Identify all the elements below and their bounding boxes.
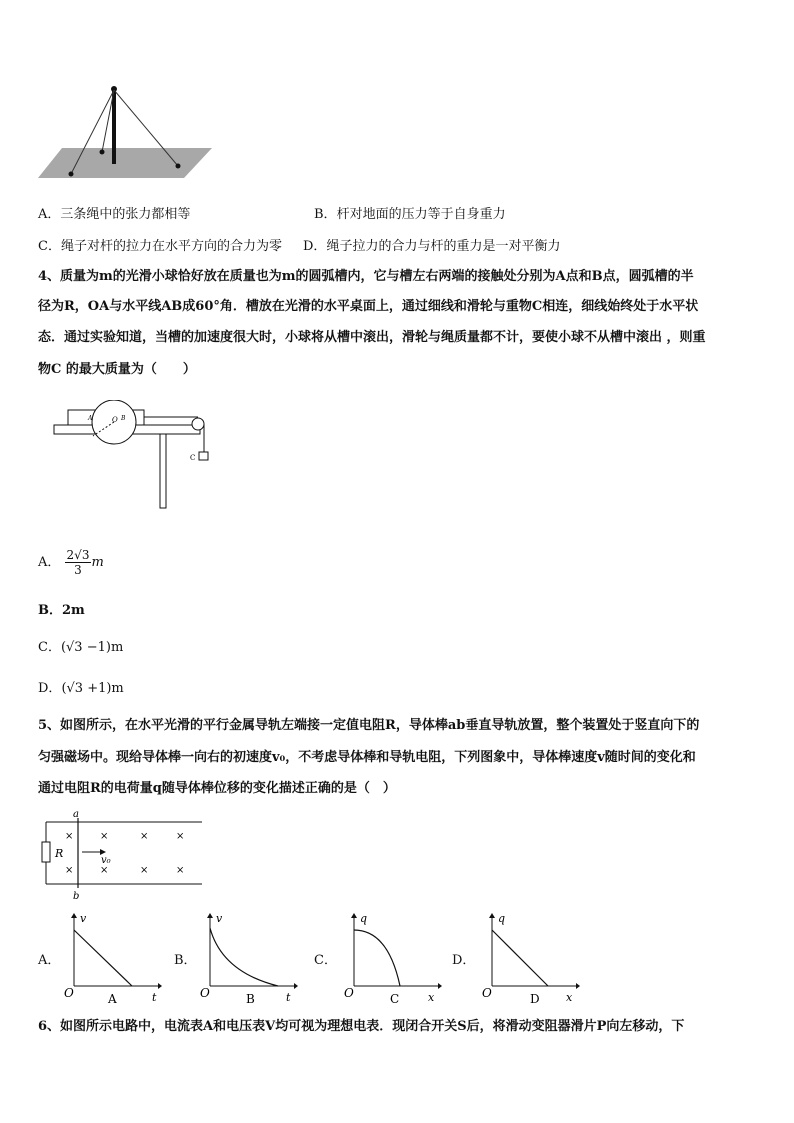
q5-option-d-letter[interactable]: D．	[452, 953, 476, 968]
q4-line-1: 4、质量为m的光滑小球恰好放在质量也为m的圆弧槽内，它与槽左右两端的接触处分别为A点和B点，圆弧槽的半	[38, 269, 694, 284]
label-c: C	[190, 454, 196, 462]
q5-option-b-letter[interactable]: B．	[174, 953, 197, 968]
svg-text:O: O	[482, 986, 492, 1000]
svg-text:v: v	[216, 912, 223, 925]
svg-text:A: A	[108, 992, 117, 1006]
weight-c	[199, 452, 208, 460]
field-mark: ×	[100, 831, 109, 842]
curve-c	[354, 930, 400, 986]
svg-text:t: t	[286, 991, 291, 1004]
q4-line-4: 物C 的最大质量为（ ）	[38, 362, 196, 377]
label-b: b	[73, 891, 80, 902]
q3-option-b[interactable]: B．杆对地面的压力等于自身重力	[314, 207, 506, 222]
label-a: a	[73, 809, 79, 820]
q3-option-c[interactable]: C．绳子对杆的拉力在水平方向的合力为零	[38, 239, 282, 254]
svg-text:x: x	[428, 991, 435, 1004]
table-leg	[160, 434, 166, 508]
svg-text:O: O	[200, 986, 210, 1000]
q3-option-d[interactable]: D．绳子拉力的合力与杆的重力是一对平衡力	[303, 239, 561, 254]
field-mark: ×	[140, 831, 149, 842]
q5-line-3: 通过电阻R的电荷量q随导体棒位移的变化描述正确的是（ ）	[38, 781, 396, 796]
q5-option-a-letter[interactable]: A．	[38, 953, 61, 968]
trough-pulley-figure	[52, 400, 212, 512]
label-a: A	[88, 415, 93, 422]
svg-text:O: O	[64, 986, 74, 1000]
q4-option-a[interactable]: A． $\frac{2√3}{3}$ m	[38, 548, 104, 577]
curve-b	[210, 928, 278, 986]
q6-line-1: 6、如图所示电路中，电流表A和电压表V均可视为理想电表．现闭合开关S后，将滑动变阻器滑片P向左移动，下	[38, 1019, 685, 1034]
label-o: O	[112, 416, 118, 424]
ground-plane	[38, 148, 212, 178]
curve-a	[74, 930, 132, 986]
svg-text:B: B	[246, 992, 255, 1006]
field-mark: ×	[65, 831, 74, 842]
label-r: R	[55, 847, 64, 860]
q5-line-2: 匀强磁场中。现给导体棒一向右的初速度v₀，不考虑导体棒和导轨电阻，下列图象中，导体棒速度v随时间的变化和	[38, 750, 696, 765]
svg-text:x: x	[566, 991, 573, 1004]
field-mark: ×	[100, 865, 109, 876]
curve-d	[492, 930, 548, 986]
svg-text:C: C	[390, 992, 400, 1006]
graph-b[interactable]	[198, 910, 298, 1006]
graph-a[interactable]	[62, 910, 162, 1006]
field-mark: ×	[176, 831, 185, 842]
svg-text:t: t	[152, 991, 157, 1004]
q4-option-c[interactable]: C．(√3 −1)m	[38, 640, 124, 655]
q3-option-a[interactable]: A．三条绳中的张力都相等	[38, 207, 191, 222]
svg-text:q: q	[498, 912, 506, 925]
rail-circuit-figure	[40, 808, 205, 904]
q4-option-d[interactable]: D．(√3 +1)m	[38, 681, 124, 696]
svg-text:O: O	[344, 986, 354, 1000]
field-mark: ×	[140, 865, 149, 876]
q4-option-b[interactable]: B．2m	[38, 603, 85, 618]
field-mark: ×	[65, 865, 74, 876]
q4-line-3: 态．通过实验知道，当槽的加速度很大时，小球将从槽中滚出，滑轮与绳质量都不计，要使小球不从槽中滚出 ，则重	[38, 330, 706, 345]
q5-option-c-letter[interactable]: C．	[314, 953, 337, 968]
svg-text:v: v	[80, 912, 87, 925]
pulley	[192, 418, 204, 430]
svg-text:D: D	[530, 992, 540, 1006]
label-v0: v₀	[101, 855, 111, 866]
svg-text:q: q	[360, 912, 368, 925]
resistor-r	[42, 842, 50, 862]
q5-line-1: 5、如图所示，在水平光滑的平行金属导轨左端接一定值电阻R，导体棒ab垂直导轨放置，整个装置处于竖直向下的	[38, 718, 700, 733]
q4-line-2: 径为R，OA与水平线AB成60°角．槽放在光滑的水平桌面上，通过细线和滑轮与重物C相连，细线始终处于水平状	[38, 299, 699, 314]
graph-d[interactable]	[480, 910, 580, 1006]
pole-ropes-figure	[38, 82, 216, 184]
label-b: B	[121, 415, 126, 422]
graph-c[interactable]	[342, 910, 442, 1006]
field-mark: ×	[176, 865, 185, 876]
